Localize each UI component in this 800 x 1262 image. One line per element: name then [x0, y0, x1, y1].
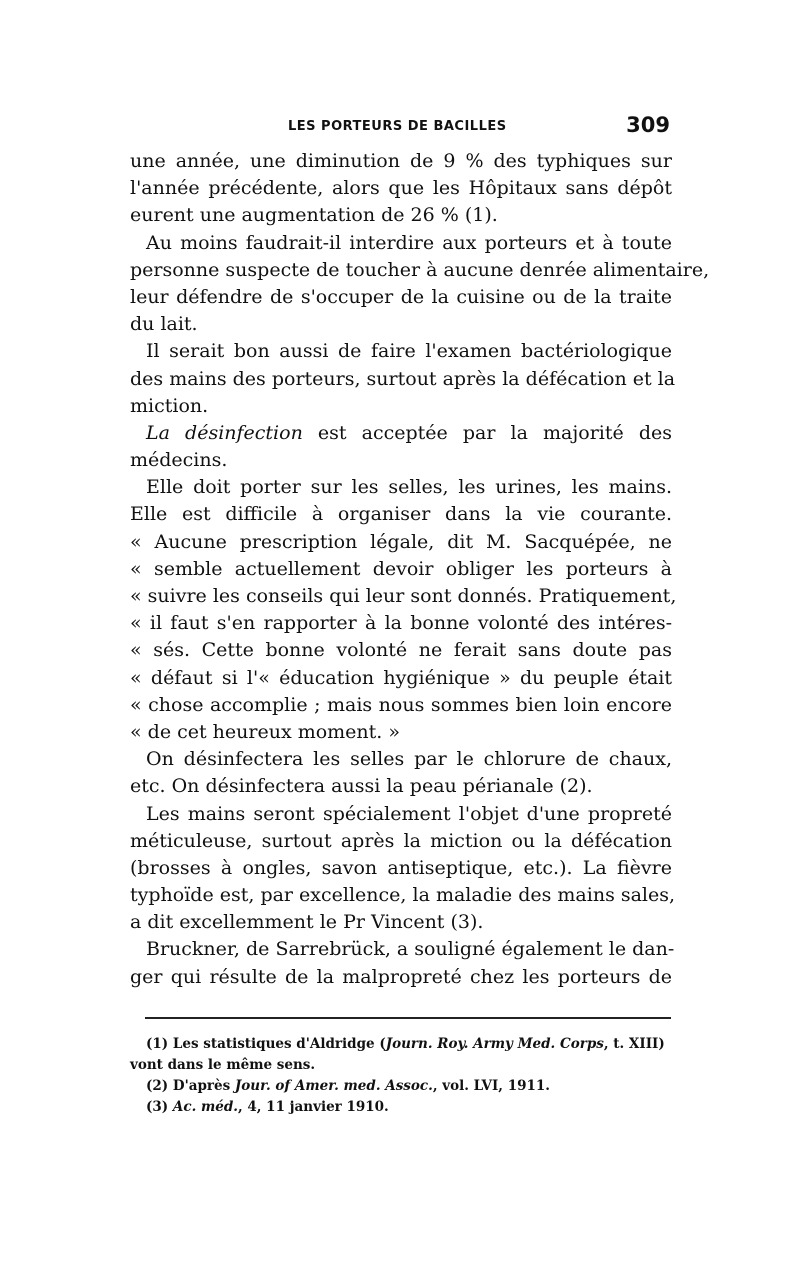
text-line: leur défendre de s'occuper de la cuisine ou de la traite: [130, 285, 672, 308]
footnote-1-continued: vont dans le même sens.: [130, 1057, 316, 1073]
footnote-citation: Journ. Roy. Army Med. Corps: [385, 1036, 604, 1052]
footnote-divider: [145, 1017, 671, 1019]
quote-line: « de cet heureux moment. »: [130, 720, 400, 743]
quote-line: « il faut s'en rapporter à la bonne volonté des intéres-: [130, 612, 672, 635]
quote-line: « chose accomplie ; mais nous sommes bien loin encore: [130, 693, 672, 716]
footnote-text: , vol. LVI, 1911.: [432, 1078, 550, 1094]
italic-phrase: La désinfection: [146, 421, 303, 444]
footnote-text: , 4, 11 janvier 1910.: [237, 1099, 389, 1115]
quote-line: « sés. Cette bonne volonté ne ferait sans doute pas: [130, 639, 672, 662]
footnote-3: [130, 1097, 672, 1118]
text-line: etc. On désinfectera aussi la peau périanale (2).: [130, 775, 593, 798]
quote-line: « défaut si l'« éducation hygiénique » du peuple était: [130, 666, 672, 689]
text-line: [130, 420, 672, 447]
footnote-text: , t. XIII): [603, 1036, 665, 1052]
footnote-text: (3): [146, 1099, 173, 1115]
text-line: méticuleuse, surtout après la miction ou la défécation: [130, 829, 672, 852]
text-line: l'année précédente, alors que les Hôpitaux sans dépôt: [130, 177, 672, 200]
text-line: Au moins faudrait-il interdire aux porteurs et à toute: [146, 231, 672, 254]
footnote-1: [130, 1034, 672, 1055]
text-line: (brosses à ongles, savon antiseptique, etc.). La fièvre: [130, 856, 672, 879]
footnote-citation: Ac. méd.: [172, 1099, 238, 1115]
text-line: Elle est difficile à organiser dans la vie courante.: [130, 503, 672, 526]
page-header: [130, 113, 670, 143]
footnote-citation: Jour. of Amer. med. Assoc.: [234, 1078, 433, 1094]
text-line: Bruckner, de Sarrebrück, a souligné également le dan-: [146, 938, 675, 961]
page-number: 309: [626, 113, 670, 137]
text-line: typhoïde est, par excellence, la maladie des mains sales,: [130, 884, 676, 907]
footnote-2: [130, 1076, 672, 1097]
text-line: personne suspecte de toucher à aucune denrée alimentaire,: [130, 258, 710, 281]
text-fragment: est acceptée par la majorité des: [302, 421, 673, 444]
running-title: LES PORTEURS DE BACILLES: [288, 119, 507, 134]
text-line: médecins.: [130, 449, 228, 472]
text-line: du lait.: [130, 313, 198, 336]
text-line: Elle doit porter sur les selles, les urines, les mains.: [146, 476, 672, 499]
text-line: Les mains seront spécialement l'objet d'une propreté: [146, 802, 672, 825]
text-line: ger qui résulte de la malpropreté chez les porteurs de: [130, 965, 672, 988]
text-line: miction.: [130, 394, 209, 417]
footnote-text: (2) D'après: [146, 1078, 235, 1094]
text-line: Il serait bon aussi de faire l'examen bactériologique: [146, 340, 672, 363]
text-line: a dit excellemment le Pr Vincent (3).: [130, 911, 484, 934]
text-line: des mains des porteurs, surtout après la défécation et la: [130, 367, 676, 390]
quote-line: « semble actuellement devoir obliger les porteurs à: [130, 557, 672, 580]
footnotes: [130, 1034, 672, 1118]
footnote-text: (1) Les statistiques d'Aldridge (: [146, 1036, 386, 1052]
quote-line: « Aucune prescription légale, dit M. Sacquépée, ne: [130, 530, 672, 553]
quote-line: « suivre les conseils qui leur sont donnés. Pratiquement,: [130, 585, 677, 607]
text-line: On désinfectera les selles par le chlorure de chaux,: [146, 748, 672, 771]
text-line: eurent une augmentation de 26 % (1).: [130, 204, 498, 227]
body-text: [130, 148, 710, 991]
text-line: une année, une diminution de 9 % des typhiques sur: [130, 150, 672, 172]
